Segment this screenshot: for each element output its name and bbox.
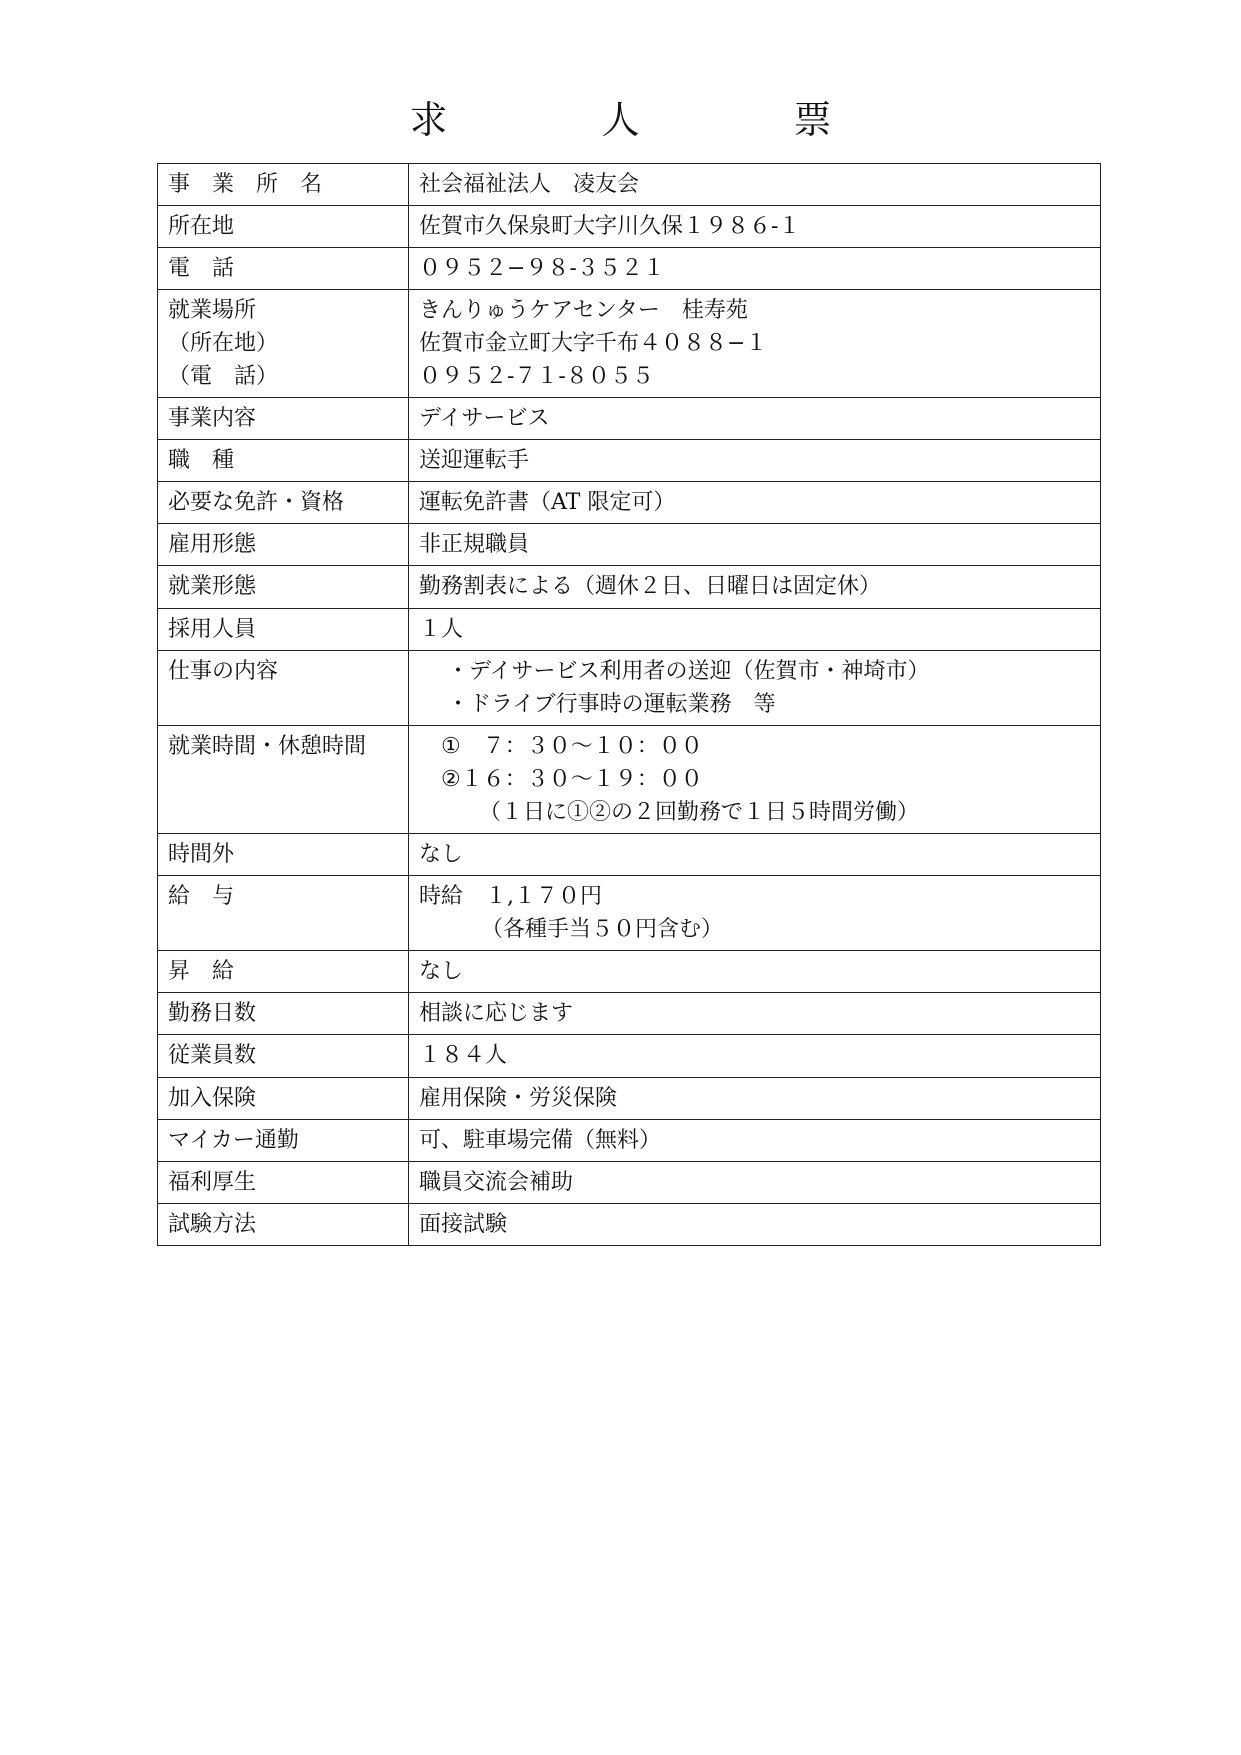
- business-label: 事業内容: [158, 398, 409, 440]
- phone-value: ０９５２−９８‐３５２１: [409, 248, 1101, 290]
- exam-value: 面接試験: [409, 1204, 1101, 1246]
- car-commute-value: 可、駐車場完備（無料）: [409, 1120, 1101, 1162]
- row-work-days: [158, 993, 1101, 1035]
- row-work-form: [158, 566, 1101, 609]
- work-days-label: 勤務日数: [158, 993, 409, 1035]
- salary-label: 給 与: [158, 876, 409, 951]
- job-type-value: 送迎運転手: [409, 440, 1101, 482]
- row-overtime: [158, 834, 1101, 876]
- employees-value: １８４人: [409, 1035, 1101, 1078]
- welfare-value: 職員交流会補助: [409, 1162, 1101, 1204]
- office-name-label: 事 業 所 名: [158, 164, 409, 206]
- duty-item: ・ドライブ行事時の運転業務 等: [447, 692, 776, 717]
- row-license: [158, 482, 1101, 524]
- hires-value: １人: [409, 609, 1101, 651]
- row-address: [158, 206, 1101, 248]
- document-title: 求 人 票: [409, 98, 890, 142]
- workplace-address-line: 佐賀市金立町大字千布４０８８−１: [419, 331, 768, 356]
- duties-label: 仕事の内容: [158, 651, 409, 726]
- salary-note-line: （各種手当５０円含む）: [481, 917, 724, 942]
- employees-label: 従業員数: [158, 1035, 409, 1078]
- row-exam: [158, 1204, 1101, 1246]
- overtime-label: 時間外: [158, 834, 409, 876]
- workplace-label-line: 就業場所: [168, 298, 257, 323]
- workplace-address-label-line: （所在地）: [168, 331, 279, 356]
- workplace-phone-line: ０９５２‐７１‐８０５５: [419, 364, 654, 389]
- workplace-phone-label-line: （電 話）: [168, 364, 279, 389]
- work-form-value: 勤務割表による（週休２日、日曜日は固定休）: [409, 566, 1101, 609]
- row-employees: [158, 1035, 1101, 1078]
- row-job-type: [158, 440, 1101, 482]
- row-hires: [158, 609, 1101, 651]
- job-posting-table: [157, 163, 1101, 1246]
- license-value: 運転免許書（AT 限定可）: [409, 482, 1101, 524]
- row-duties: [158, 651, 1101, 726]
- row-car-commute: [158, 1120, 1101, 1162]
- hours-value: [409, 726, 1101, 834]
- business-value: デイサービス: [409, 398, 1101, 440]
- work-days-value: 相談に応じます: [409, 993, 1101, 1035]
- job-type-label: 職 種: [158, 440, 409, 482]
- office-name-value: 社会福祉法人 凌友会: [409, 164, 1101, 206]
- overtime-value: なし: [409, 834, 1101, 876]
- raise-value: なし: [409, 951, 1101, 993]
- hires-label: 採用人員: [158, 609, 409, 651]
- phone-label: 電 話: [158, 248, 409, 290]
- employment-type-value: 非正規職員: [409, 524, 1101, 566]
- salary-value: [409, 876, 1101, 951]
- license-label: 必要な免許・資格: [158, 482, 409, 524]
- row-insurance: [158, 1078, 1101, 1120]
- workplace-value: [409, 290, 1101, 398]
- exam-label: 試験方法: [158, 1204, 409, 1246]
- duty-item: ・デイサービス利用者の送迎（佐賀市・神埼市）: [447, 659, 930, 684]
- shift-1-line: ① ７：３０〜１０：００: [441, 734, 703, 759]
- insurance-label: 加入保険: [158, 1078, 409, 1120]
- row-employment-type: [158, 524, 1101, 566]
- shift-note-line: （１日に①②の２回勤務で１日５時間労働）: [479, 800, 920, 825]
- row-phone: [158, 248, 1101, 290]
- welfare-label: 福利厚生: [158, 1162, 409, 1204]
- hours-label: 就業時間・休憩時間: [158, 726, 409, 834]
- row-welfare: [158, 1162, 1101, 1204]
- salary-amount-line: 時給 １,１７０円: [419, 884, 602, 909]
- workplace-name-line: きんりゅうケアセンター 桂寿苑: [419, 298, 748, 323]
- car-commute-label: マイカー通勤: [158, 1120, 409, 1162]
- row-salary: [158, 876, 1101, 951]
- row-hours: [158, 726, 1101, 834]
- workplace-label: [158, 290, 409, 398]
- shift-2-line: ②１６：３０〜１９：００: [441, 767, 703, 792]
- row-raise: [158, 951, 1101, 993]
- row-business: [158, 398, 1101, 440]
- row-office-name: [158, 164, 1101, 206]
- duties-value: [409, 651, 1101, 726]
- address-value: 佐賀市久保泉町大字川久保１９８６‐１: [409, 206, 1101, 248]
- work-form-label: 就業形態: [158, 566, 409, 609]
- raise-label: 昇 給: [158, 951, 409, 993]
- row-workplace: [158, 290, 1101, 398]
- address-label: 所在地: [158, 206, 409, 248]
- insurance-value: 雇用保険・労災保険: [409, 1078, 1101, 1120]
- employment-type-label: 雇用形態: [158, 524, 409, 566]
